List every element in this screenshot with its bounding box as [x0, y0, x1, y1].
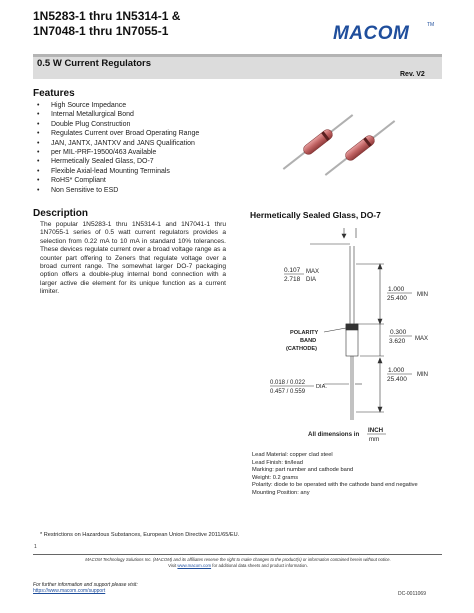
unit-mm: mm	[369, 436, 380, 443]
feature-item: • Flexible Axial-lead Mounting Terminals	[33, 167, 199, 176]
description-heading: Description	[33, 208, 89, 219]
feature-item: • Non Sensitive to ESD	[33, 186, 199, 195]
dia-mm: 2.718	[284, 276, 301, 283]
document-number: DC-0011069	[398, 591, 426, 597]
macom-logo: MACOM	[333, 23, 410, 44]
dia-label-dia: DIA	[306, 277, 317, 283]
title-line-2: 1N7048-1 thru 1N7055-1	[33, 24, 169, 38]
note-line: Mounting Position: any	[252, 489, 310, 496]
logo-trademark: TM	[427, 22, 435, 28]
title-line-1: 1N5283-1 thru 1N5314-1 &	[33, 9, 181, 23]
package-notes	[252, 452, 418, 498]
disclaimer-visit: Visit	[168, 563, 178, 568]
support-link[interactable]: https://www.macom.com/support	[33, 588, 106, 594]
dia-label-max: MAX	[306, 269, 320, 275]
lead-inch: 1.000	[388, 286, 405, 293]
diode-1	[280, 111, 356, 173]
unit-inch: INCH	[368, 427, 384, 434]
feature-item: • Internal Metallurgical Bond	[33, 110, 199, 119]
diode-product-photo	[278, 92, 410, 180]
lead2-mm: 25.400	[387, 376, 407, 383]
all-dims-label: All dimensions in	[308, 431, 360, 438]
note-line: Polarity: diode to be operated with the cathode band end negative	[252, 482, 418, 489]
package-title: Hermetically Sealed Glass, DO-7	[250, 210, 381, 220]
rohs-footnote: * Restrictions on Hazardous Substances, European Union Directive 2011/65/EU.	[40, 532, 240, 538]
feature-item: • RoHS* Compliant	[33, 176, 199, 185]
feature-item: • JAN, JANTX, JANTXV and JANS Qualification	[33, 139, 199, 148]
support-text: For further information and support please visit:	[33, 582, 138, 588]
lead2-inch: 1.000	[388, 367, 405, 374]
disclaimer-tail: for additional data sheets and product information.	[211, 563, 308, 568]
wire-label: DIA.	[316, 384, 327, 390]
feature-item: • Hermetically Sealed Glass, DO-7	[33, 157, 199, 166]
dia-inch: 0.107	[284, 267, 301, 274]
body-inch: 0.300	[390, 329, 407, 336]
macom-website-link[interactable]: www.macom.com	[177, 563, 212, 568]
disclaimer-line-2	[38, 563, 438, 569]
description-text: The popular 1N5283-1 thru 1N5314-1 and 1N7041-1 thru 1N7055-1 series of 0.5 watt current regulators provides a selection from 0.22 mA to 10 mA in standard 10% tolerances. These devices regulate current over a broad voltage range as a counter part offering to Zeners that regulate voltage over a broad current range. The somewhat larger DO-7 packaging option offers a double-plug internal bond connection with a larger active die element for its unique function as a current limiter.	[40, 221, 226, 296]
wire-inch: 0.018 / 0.022	[270, 380, 306, 386]
note-line: Weight: 0.2 grams	[252, 474, 299, 481]
features-list	[33, 101, 199, 195]
wire-mm: 0.457 / 0.559	[270, 389, 306, 395]
disclaimer	[38, 557, 438, 569]
revision: Rev. V2	[400, 71, 425, 78]
note-line: Marking: part number and cathode band	[252, 467, 354, 474]
feature-item: • Double Plug Construction	[33, 120, 199, 129]
lead2-label: MIN	[417, 372, 428, 378]
polarity-label-3: (CATHODE)	[286, 346, 317, 352]
note-line: Lead Finish: tin/lead	[252, 459, 303, 466]
lead-label: MIN	[417, 292, 428, 298]
subtitle: 0.5 W Current Regulators	[37, 58, 152, 69]
disclaimer-line-1: MACOM Technology Solutions Inc. (MACOM) and its affiliates reserve the right to make changes to the product(s) or information contained herein without notice.	[85, 557, 391, 562]
lead-mm: 25.400	[387, 295, 407, 302]
document-title	[33, 9, 180, 39]
feature-item: • High Source Impedance	[33, 101, 199, 110]
note-line: Lead Material: copper clad steel	[252, 452, 333, 458]
body-label: MAX	[415, 336, 429, 342]
feature-item-continuation: • per MIL-PRF-19500/463 Available	[33, 148, 199, 157]
footer-rule	[33, 554, 442, 555]
do7-outline-drawing	[250, 224, 450, 448]
feature-item: • Regulates Current over Broad Operating Range	[33, 129, 199, 138]
polarity-label-2: BAND	[300, 338, 317, 344]
polarity-label-1: POLARITY	[290, 330, 319, 336]
body-mm: 3.620	[389, 338, 406, 345]
diode-2	[322, 117, 398, 179]
page-number: 1	[34, 544, 37, 550]
features-heading: Features	[33, 88, 75, 99]
